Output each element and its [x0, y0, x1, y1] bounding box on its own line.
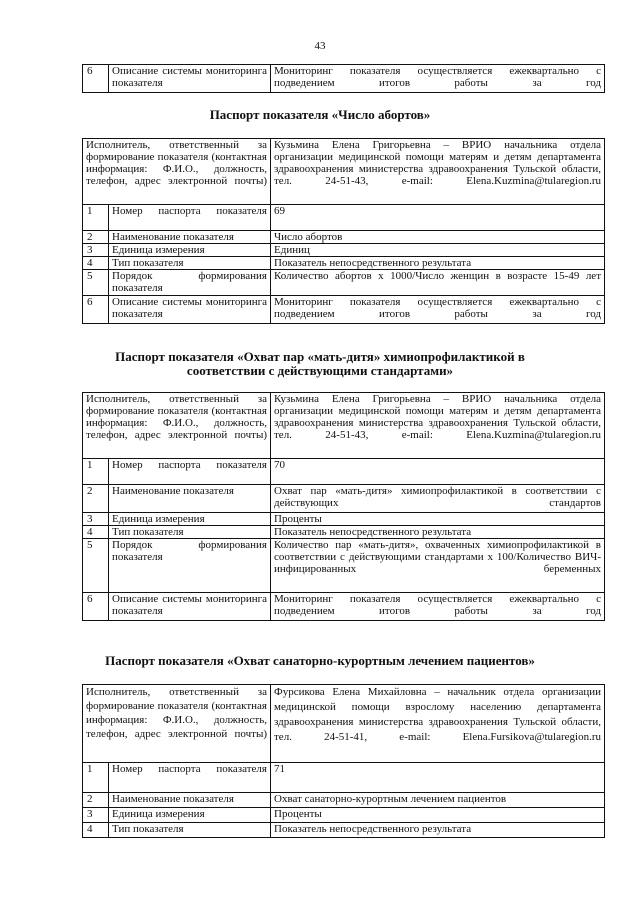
row-number: 2 — [83, 793, 109, 808]
row-value: Мониторинг показателя осуществляется ежеквартально с подведением итогов работы за год — [271, 296, 605, 324]
row-label: Наименование показателя — [109, 231, 271, 244]
executor-label: Исполнитель, ответственный за формирование показателя (контактная информация: Ф.И.О., должность, телефон, адрес электронной почты) — [83, 139, 271, 205]
table-row — [83, 459, 605, 485]
section-title: Паспорт показателя «Охват пар «мать-дитя» химиопрофилактикой в соответствии с действующими стандартами» — [115, 349, 525, 378]
table-row — [83, 808, 605, 823]
row-value: Показатель непосредственного результата — [271, 257, 605, 270]
table-row — [83, 231, 605, 244]
executor-value: Кузьмина Елена Григорьевна – ВРИО начальника отдела организации медицинской помощи матерям и детям департамента здравоохранения министерства здравоохранения Тульской области, тел. 24-51-43, e-mail: Elena.Kuzmina@tularegion.ru — [271, 393, 605, 459]
row-value: Количество пар «мать-дитя», охваченных химиопрофилактикой в соответствии с действующими стандартами x 100/Количество ВИЧ-инфицированных беременных — [271, 539, 605, 593]
row-label: Описание системы мониторинга показателя — [109, 296, 271, 324]
row-label: Тип показателя — [109, 823, 271, 838]
table-row — [83, 685, 605, 763]
row-label: Порядок формирования показателя — [109, 539, 271, 593]
row-value: Проценты — [271, 808, 605, 823]
page-number: 43 — [314, 40, 326, 52]
row-value: Охват пар «мать-дитя» химиопрофилактикой в соответствии с действующих стандартов — [271, 485, 605, 513]
table-row — [83, 296, 605, 324]
row-label: Единица измерения — [109, 244, 271, 257]
row-number: 1 — [83, 205, 109, 231]
table-row — [83, 513, 605, 526]
row-label: Номер паспорта показателя — [109, 459, 271, 485]
row-number: 3 — [83, 513, 109, 526]
table-row — [83, 270, 605, 296]
section-title: Паспорт показателя «Охват санаторно-курортным лечением пациентов» — [105, 653, 535, 668]
row-value: 71 — [271, 763, 605, 793]
row-number: 4 — [83, 823, 109, 838]
row-value: Число абортов — [271, 231, 605, 244]
row-number: 4 — [83, 526, 109, 539]
table-row — [83, 244, 605, 257]
table-row — [83, 593, 605, 621]
table-row — [83, 139, 605, 205]
passport-table-71 — [82, 684, 605, 838]
row-label: Наименование показателя — [109, 485, 271, 513]
row-number: 2 — [83, 231, 109, 244]
row-value: Проценты — [271, 513, 605, 526]
row-value: Показатель непосредственного результата — [271, 823, 605, 838]
row-label: Тип показателя — [109, 257, 271, 270]
row-value: 69 — [271, 205, 605, 231]
row-number: 2 — [83, 485, 109, 513]
table-row — [83, 793, 605, 808]
table-row — [83, 393, 605, 459]
executor-value: Фурсикова Елена Михайловна – начальник отдела организации медицинской помощи взрослому населению департамента здравоохранения министерства здравоохранения Тульской области, тел. 24-51-41, e-mail: Elena.Fursikova@tularegion.ru — [271, 685, 605, 763]
row-number: 6 — [83, 65, 109, 93]
table-row — [83, 823, 605, 838]
passport-table-70 — [82, 392, 605, 621]
row-number: 6 — [83, 296, 109, 324]
table-row — [83, 526, 605, 539]
row-number: 5 — [83, 539, 109, 593]
passport-table-69 — [82, 138, 605, 324]
row-value: Охват санаторно-курортным лечением пациентов — [271, 793, 605, 808]
table-row — [83, 485, 605, 513]
row-number: 4 — [83, 257, 109, 270]
row-label: Номер паспорта показателя — [109, 205, 271, 231]
row-label: Единица измерения — [109, 513, 271, 526]
row-number: 5 — [83, 270, 109, 296]
row-value: Количество абортов x 1000/Число женщин в возрасте 15-49 лет — [271, 270, 605, 296]
table-row — [83, 763, 605, 793]
row-number: 1 — [83, 459, 109, 485]
executor-label: Исполнитель, ответственный за формирование показателя (контактная информация: Ф.И.О., должность, телефон, адрес электронной почты) — [83, 393, 271, 459]
row-number: 6 — [83, 593, 109, 621]
section-title: Паспорт показателя «Число абортов» — [209, 107, 431, 122]
row-value: 70 — [271, 459, 605, 485]
table-row — [83, 205, 605, 231]
row-label: Номер паспорта показателя — [109, 763, 271, 793]
row-value: Мониторинг показателя осуществляется ежеквартально с подведением итогов работы за год — [271, 65, 605, 93]
row-label: Тип показателя — [109, 526, 271, 539]
top-fragment-table — [82, 64, 605, 93]
row-label: Порядок формирования показателя — [109, 270, 271, 296]
row-value: Мониторинг показателя осуществляется ежеквартально с подведением итогов работы за год — [271, 593, 605, 621]
row-value: Единиц — [271, 244, 605, 257]
row-number: 3 — [83, 244, 109, 257]
table-row — [83, 65, 605, 93]
table-row — [83, 539, 605, 593]
row-label: Единица измерения — [109, 808, 271, 823]
row-label: Наименование показателя — [109, 793, 271, 808]
row-label: Описание системы мониторинга показателя — [109, 593, 271, 621]
row-label: Описание системы мониторинга показателя — [109, 65, 271, 93]
row-number: 3 — [83, 808, 109, 823]
executor-label: Исполнитель, ответственный за формирование показателя (контактная информация: Ф.И.О., должность, телефон, адрес электронной почты) — [83, 685, 271, 763]
row-number: 1 — [83, 763, 109, 793]
table-row — [83, 257, 605, 270]
executor-value: Кузьмина Елена Григорьевна – ВРИО начальника отдела организации медицинской помощи матерям и детям департамента здравоохранения министерства здравоохранения Тульской области, тел. 24-51-43, e-mail: Elena.Kuzmina@tularegion.ru — [271, 139, 605, 205]
row-value: Показатель непосредственного результата — [271, 526, 605, 539]
